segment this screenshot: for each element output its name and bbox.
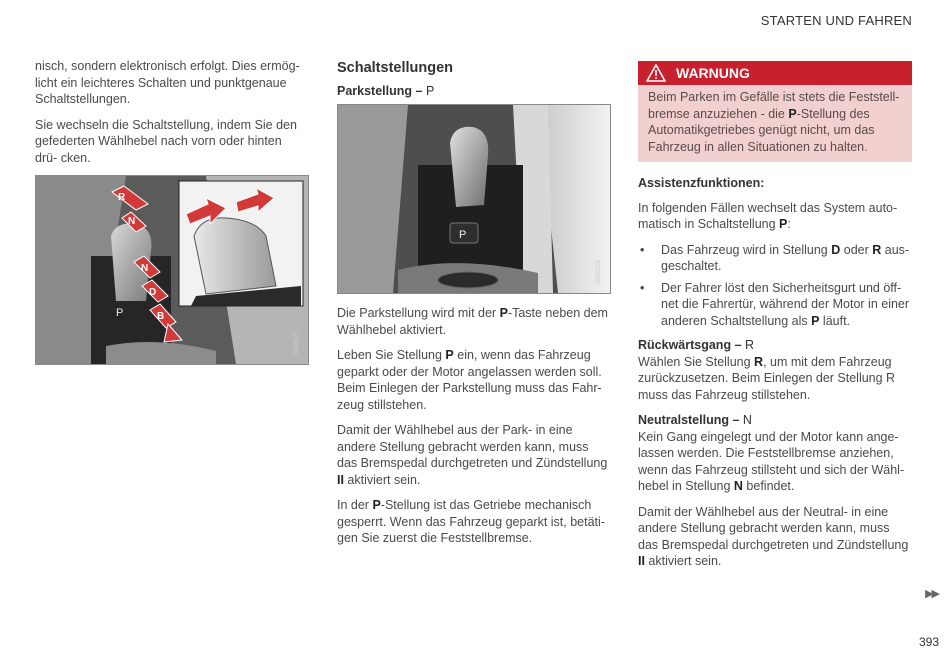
gear-p-label: P	[459, 229, 467, 241]
text: In der	[337, 498, 373, 512]
gear-shift-direction-figure	[35, 175, 309, 365]
paragraph	[337, 347, 611, 413]
neutral-heading	[638, 412, 912, 429]
reverse-code: R	[745, 338, 755, 352]
bold-text: R	[872, 242, 882, 257]
assist-heading	[638, 175, 912, 192]
paragraph	[638, 354, 912, 404]
gear-lever-illustration	[36, 176, 308, 364]
text: aus- geschaltet.	[661, 242, 910, 273]
paragraph: nisch, sondern elektronisch erfolgt. Dies ermög- licht ein leichteres Schalten und punktgenaue Schaltstellungen.	[35, 59, 300, 106]
text: In folgenden Fällen wechselt das System auto- matisch in Schaltstellung	[638, 200, 898, 231]
assist-list	[638, 242, 912, 330]
column-1	[35, 58, 307, 365]
warning-triangle-icon	[646, 64, 666, 82]
text: -Stellung ist das Getriebe mechanisch gesperrt. Wenn das Fahrzeug geparkt ist, betäti- gen Sie zuerst die Feststellbremse.	[337, 498, 605, 545]
text: befindet.	[742, 479, 795, 493]
paragraph	[638, 200, 912, 233]
next-page-icon[interactable]: ▶▶	[925, 588, 938, 600]
section-header: STARTEN UND FAHREN	[760, 13, 912, 28]
subsection-heading	[337, 83, 611, 100]
text: Damit der Wählhebel aus der Park- in eine andere Stellung gebracht werden kann, muss das Bremspedal durchgetreten und Zündstellung	[337, 423, 608, 470]
bold-text: II	[638, 554, 645, 568]
text: :	[787, 217, 791, 231]
gear-p-label: P	[116, 307, 124, 319]
bold-text: D	[831, 242, 841, 257]
list-item	[638, 280, 912, 330]
paragraph: Sie wechseln die Schaltstellung, indem Sie den gefederten Wählhebel nach vorn oder hinten drü- cken.	[35, 117, 297, 165]
bold-text: P	[445, 348, 454, 362]
text: , um mit dem Fahrzeug zurückzusetzen. Beim Einlegen der Stellung R muss das Fahrzeug stillstehen.	[638, 354, 896, 402]
text: aktiviert sein.	[343, 472, 421, 487]
section-heading: Schaltstellungen	[337, 60, 454, 76]
page-number: 393	[918, 635, 939, 649]
warning-title: WARNUNG	[676, 64, 750, 81]
reverse-heading	[638, 337, 912, 354]
label-b: B	[157, 311, 165, 322]
paragraph	[337, 497, 611, 547]
bold-text: P	[499, 306, 508, 320]
bold-text: P	[811, 313, 820, 328]
paragraph	[638, 504, 912, 570]
bold-text: P	[779, 217, 788, 231]
text: Kein Gang eingelegt und der Motor kann ange- lassen werden. Die Feststellbremse anziehen, wenn das Fahrzeug stillsteht und sich der Wähl- hebel in Stellung	[638, 429, 905, 493]
text: oder	[840, 242, 873, 257]
list-item	[638, 242, 912, 275]
subsection-code: P	[425, 83, 435, 98]
column-2	[337, 58, 611, 556]
text: Wählen Sie Stellung	[638, 354, 755, 369]
text: Damit der Wählhebel aus der Neutral- in eine andere Stellung gebracht werden kann, muss das Bremspedal durchgetreten und Zündstellung	[638, 504, 909, 552]
bold-text: II	[337, 472, 344, 487]
warning-text	[638, 85, 912, 162]
text: -Stellung des Automatikgetriebes genügt nicht, um das Fahrzeug in allen Situationen zu halten.	[648, 106, 875, 154]
column-3	[638, 61, 912, 579]
bold-text: N	[733, 479, 743, 493]
text: Die Parkstellung wird mit der	[337, 306, 500, 320]
park-lever-illustration	[338, 105, 610, 293]
text: Leben Sie Stellung	[337, 348, 446, 362]
figure-code: G065125	[595, 260, 602, 285]
subsection-title: Parkstellung –	[337, 83, 423, 98]
paragraph	[638, 429, 912, 495]
bold-text: P	[788, 106, 797, 121]
paragraph	[337, 422, 611, 488]
figure-code: G065127	[293, 331, 300, 356]
park-button-figure	[337, 104, 611, 294]
bold-text: P	[372, 498, 381, 512]
bold-text: R	[754, 354, 764, 369]
text: Das Fahrzeug wird in Stellung	[661, 242, 832, 257]
assist-title: Assistenzfunktionen:	[638, 176, 765, 190]
text: Beim Parken im Gefälle ist stets die Feststell- bremse anzuziehen - die	[648, 90, 900, 121]
label-n: N	[128, 216, 136, 227]
paragraph	[337, 305, 611, 338]
reverse-title: Rückwärtsgang –	[638, 338, 742, 352]
label-r: R	[118, 192, 126, 203]
label-d: D	[149, 287, 157, 298]
text: Der Fahrer löst den Sicherheitsgurt und öff- net die Fahrertür, während der Motor in einer anderen Schaltstellung als	[661, 280, 910, 328]
text: läuft.	[819, 313, 851, 328]
text: -Taste neben dem Wählhebel aktiviert.	[337, 306, 608, 337]
label-n: N	[141, 263, 149, 274]
warning-header	[638, 61, 912, 85]
neutral-code: N	[742, 413, 752, 427]
neutral-title: Neutralstellung –	[638, 413, 740, 427]
text: ein, wenn das Fahrzeug geparkt oder der Motor angelassen werden soll. Beim Einlegen der Parkstellung muss das Fahr- zeug stillstehen.	[337, 348, 602, 412]
text: aktiviert sein.	[644, 554, 722, 568]
